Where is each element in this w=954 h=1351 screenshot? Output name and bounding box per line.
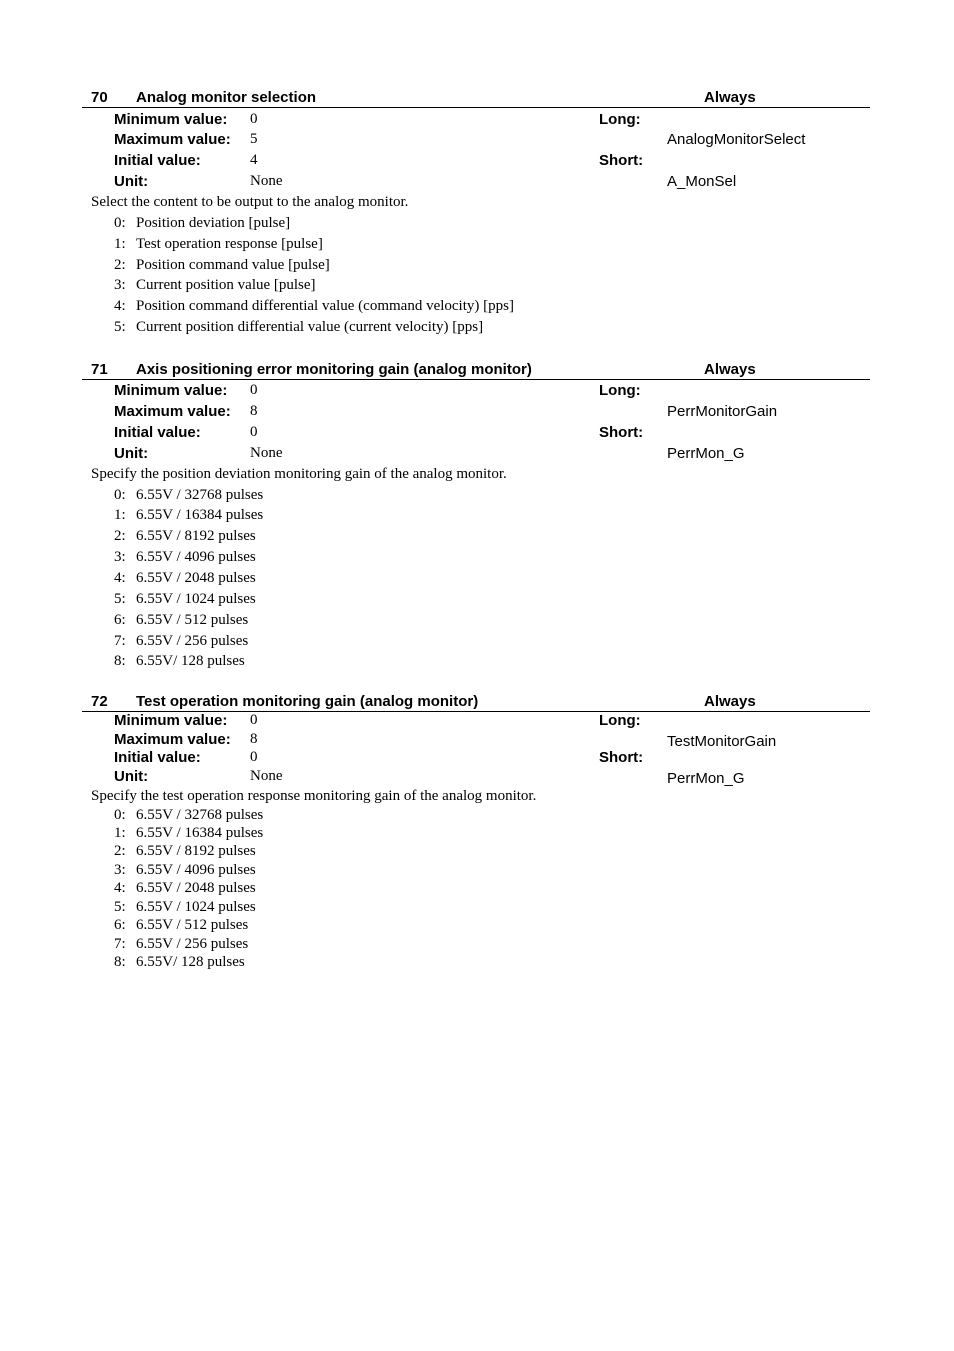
option-item: 0: 6.55V / 32768 pulses xyxy=(114,807,264,823)
max-value: 5 xyxy=(250,131,258,147)
option-item: 2: 6.55V / 8192 pulses xyxy=(114,843,256,859)
max-value-label: Maximum value: xyxy=(114,403,231,420)
unit-label: Unit: xyxy=(114,173,149,190)
unit-label: Unit: xyxy=(114,445,149,462)
option-item: 6: 6.55V / 512 pulses xyxy=(114,917,249,933)
short-label: Short: xyxy=(599,152,644,169)
option-item: 7: 6.55V / 256 pulses xyxy=(114,936,249,952)
param-condition: Always xyxy=(704,89,756,106)
initial-value: 0 xyxy=(250,749,258,765)
initial-value-label: Initial value: xyxy=(114,749,201,766)
min-value: 0 xyxy=(250,382,258,398)
short-name: A_MonSel xyxy=(667,173,737,190)
option-item: 3: Current position value [pulse] xyxy=(114,277,316,293)
param-title: Test operation monitoring gain (analog monitor) xyxy=(136,693,479,710)
min-value: 0 xyxy=(250,111,258,127)
unit-label: Unit: xyxy=(114,768,149,785)
param-title: Analog monitor selection xyxy=(136,89,317,106)
unit-value: None xyxy=(250,768,283,784)
initial-value: 4 xyxy=(250,152,258,168)
option-item: 0: 6.55V / 32768 pulses xyxy=(114,487,264,503)
initial-value-label: Initial value: xyxy=(114,152,201,169)
option-item: 5: 6.55V / 1024 pulses xyxy=(114,899,256,915)
option-item: 1: 6.55V / 16384 pulses xyxy=(114,507,264,523)
long-label: Long: xyxy=(599,712,641,729)
param-description: Specify the test operation response monitoring gain of the analog monitor. xyxy=(91,788,537,804)
option-item: 7: 6.55V / 256 pulses xyxy=(114,633,249,649)
long-name: PerrMonitorGain xyxy=(667,403,778,420)
unit-value: None xyxy=(250,173,283,189)
option-item: 3: 6.55V / 4096 pulses xyxy=(114,862,256,878)
option-item: 4: 6.55V / 2048 pulses xyxy=(114,570,256,586)
option-item: 5: 6.55V / 1024 pulses xyxy=(114,591,256,607)
max-value-label: Maximum value: xyxy=(114,131,231,148)
option-item: 8: 6.55V/ 128 pulses xyxy=(114,954,245,970)
param-condition: Always xyxy=(704,361,756,378)
long-name: AnalogMonitorSelect xyxy=(667,131,806,148)
param-description: Specify the position deviation monitoring gain of the analog monitor. xyxy=(91,466,507,482)
option-item: 3: 6.55V / 4096 pulses xyxy=(114,549,256,565)
param-condition: Always xyxy=(704,693,756,710)
option-item: 2: Position command value [pulse] xyxy=(114,257,330,273)
unit-value: None xyxy=(250,445,283,461)
option-item: 8: 6.55V/ 128 pulses xyxy=(114,653,245,669)
option-item: 1: Test operation response [pulse] xyxy=(114,236,323,252)
param-number: 71 xyxy=(91,361,108,378)
param-description: Select the content to be output to the analog monitor. xyxy=(91,194,409,210)
min-value-label: Minimum value: xyxy=(114,712,228,729)
max-value: 8 xyxy=(250,731,258,747)
min-value-label: Minimum value: xyxy=(114,111,228,128)
short-name: PerrMon_G xyxy=(667,770,745,787)
option-item: 0: Position deviation [pulse] xyxy=(114,215,291,231)
long-label: Long: xyxy=(599,382,641,399)
param-header xyxy=(82,361,870,380)
min-value: 0 xyxy=(250,712,258,728)
option-item: 6: 6.55V / 512 pulses xyxy=(114,612,249,628)
option-item: 5: Current position differential value (current velocity) [pps] xyxy=(114,319,484,335)
option-item: 1: 6.55V / 16384 pulses xyxy=(114,825,264,841)
param-number: 70 xyxy=(91,89,108,106)
short-label: Short: xyxy=(599,424,644,441)
short-name: PerrMon_G xyxy=(667,445,745,462)
initial-value: 0 xyxy=(250,424,258,440)
option-item: 4: Position command differential value (command velocity) [pps] xyxy=(114,298,514,314)
max-value: 8 xyxy=(250,403,258,419)
param-title: Axis positioning error monitoring gain (analog monitor) xyxy=(136,361,532,378)
long-label: Long: xyxy=(599,111,641,128)
param-number: 72 xyxy=(91,693,108,710)
option-item: 4: 6.55V / 2048 pulses xyxy=(114,880,256,896)
param-header xyxy=(82,89,870,108)
option-item: 2: 6.55V / 8192 pulses xyxy=(114,528,256,544)
max-value-label: Maximum value: xyxy=(114,731,231,748)
short-label: Short: xyxy=(599,749,644,766)
initial-value-label: Initial value: xyxy=(114,424,201,441)
min-value-label: Minimum value: xyxy=(114,382,228,399)
param-header xyxy=(82,693,870,712)
long-name: TestMonitorGain xyxy=(667,733,777,750)
